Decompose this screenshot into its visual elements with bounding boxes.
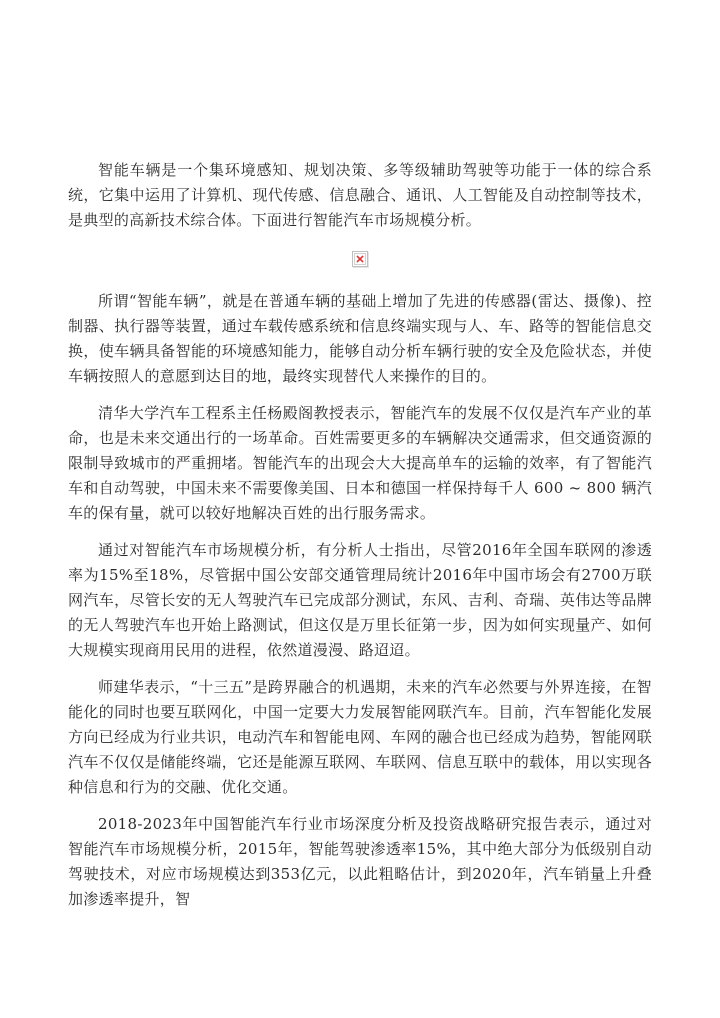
document-body: [68, 158, 652, 924]
broken-image-icon: [352, 251, 368, 267]
paragraph-shi-jianhua: 师建华表示，“十三五”是跨界融合的机遇期，未来的汽车必然要与外界连接，在智能化的同时也要互联网化，中国一定要大力发展智能网联汽车。目前，汽车智能化发展方向已经成为行业共识，电动汽车和智能电网、车网的融合也已经成为趋势，智能网联汽车不仅仅是储能终端，它还是能源互联网、车联网、信息互联中的载体，用以实现各种信息和行为的交融、优化交通。: [68, 678, 652, 796]
paragraph-definition: 所谓“智能车辆”，就是在普通车辆的基础上增加了先进的传感器(雷达、摄像)、控制器、执行器等装置，通过车载传感系统和信息终端实现与人、车、路等的智能信息交换，使车辆具备智能的环境感知能力，能够自动分析车辆行驶的安全及危险状态，并使车辆按照人的意愿到达目的地，最终实现替代人来操作的目的。: [68, 292, 652, 385]
paragraph-market-analysis: 通过对智能汽车市场规模分析，有分析人士指出，尽管2016年全国车联网的渗透率为15%至18%，尽管据中国公安部交通管理局统计2016年中国市场会有2700万联网汽车，尽管长安的无人驾驶汽车已完成部分测试，东风、吉利、奇瑞、英伟达等品牌的无人驾驶汽车也开始上路测试，但这仅是万里长征第一步，因为如何实现量产、如何大规模实现商用民用的进程，依然道漫漫、路迢迢。: [68, 541, 652, 659]
embedded-image: [68, 243, 652, 277]
paragraph-report-summary: 2018-2023年中国智能汽车行业市场深度分析及投资战略研究报告表示，通过对智能汽车市场规模分析，2015年，智能驾驶渗透率15%，其中绝大部分为低级别自动驾驶技术，对应市场规模达到353亿元，以此粗略估计，到2020年，汽车销量上升叠加渗透率提升，智: [68, 815, 652, 908]
paragraph-intro: 智能车辆是一个集环境感知、规划决策、多等级辅助驾驶等功能于一体的综合系统，它集中运用了计算机、现代传感、信息融合、通讯、人工智能及自动控制等技术，是典型的高新技术综合体。下面进行智能汽车市场规模分析。: [68, 161, 652, 229]
paragraph-tsinghua-quote: 清华大学汽车工程系主任杨殿阁教授表示，智能汽车的发展不仅仅是汽车产业的革命，也是未来交通出行的一场革命。百姓需要更多的车辆解决交通需求，但交通资源的限制导致城市的严重拥堵。智能汽车的出现会大大提高单车的运输的效率，有了智能汽车和自动驾驶，中国未来不需要像美国、日本和德国一样保持每千人 600 ~ 800 辆汽车的保有量，就可以较好地解决百姓的出行服务需求。: [68, 404, 652, 522]
